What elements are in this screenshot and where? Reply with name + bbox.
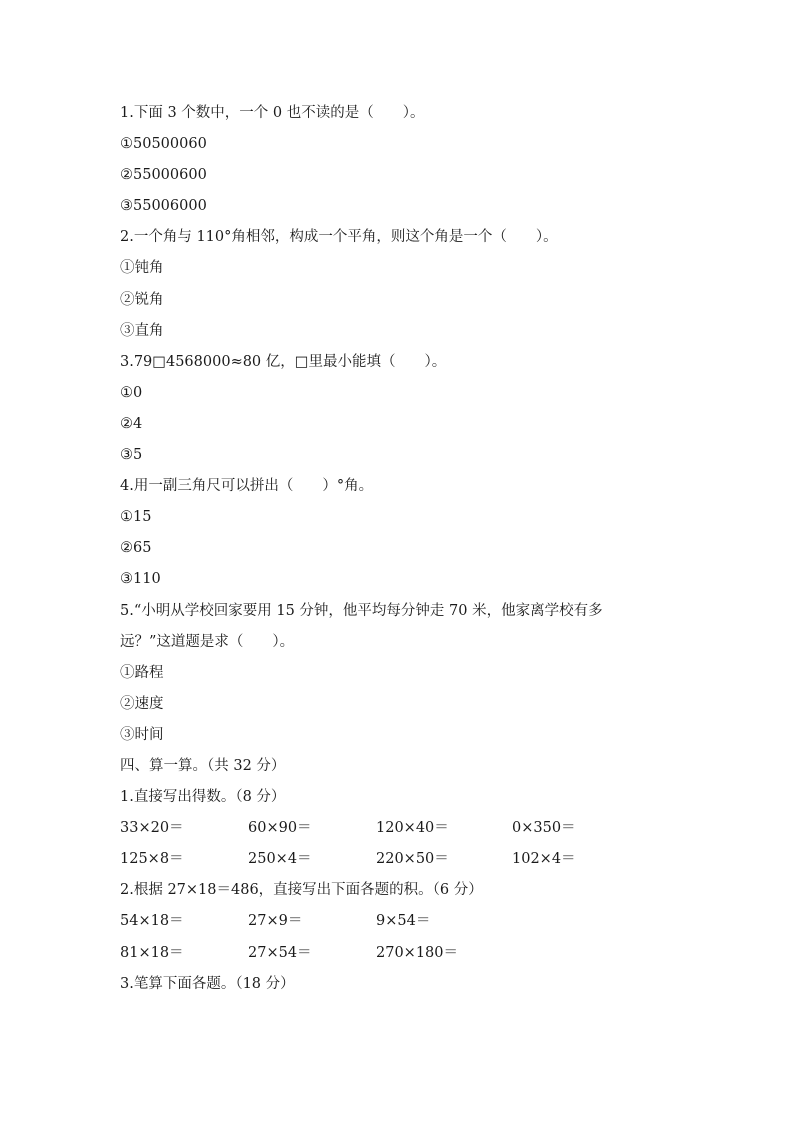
question-5-stem-line-2: 远？”这道题是求（ ）。 xyxy=(120,633,295,650)
part-2-cell: 54×18＝ xyxy=(120,913,184,930)
question-2-option-1: ①钝角 xyxy=(120,260,164,277)
question-1-option-1: ①50500060 xyxy=(120,136,207,153)
part-1-title: 1.直接写出得数。（8 分） xyxy=(120,789,286,806)
section-4-title: 四、算一算。（共 32 分） xyxy=(120,757,286,774)
part-2-cell: 9×54＝ xyxy=(376,913,431,930)
part-2-row-2 xyxy=(120,938,720,969)
part-1-cell: 220×50＝ xyxy=(376,851,449,868)
part-1-row-1 xyxy=(120,813,720,844)
part-1-cell: 60×90＝ xyxy=(248,820,312,837)
question-5-stem-line-1: 5.“小明从学校回家要用 15 分钟，他平均每分钟走 70 米，他家离学校有多 xyxy=(120,602,603,619)
part-1-cell: 125×8＝ xyxy=(120,851,184,868)
question-3-option-1: ①0 xyxy=(120,384,143,401)
question-5-option-2: ②速度 xyxy=(120,695,164,712)
question-2-option-2: ②锐角 xyxy=(120,291,164,308)
part-2-cell: 270×180＝ xyxy=(376,944,459,961)
question-4-option-3: ③110 xyxy=(120,571,161,588)
part-2-cell: 27×54＝ xyxy=(248,944,312,961)
part-2-row-1 xyxy=(120,906,720,937)
part-1-row-2 xyxy=(120,844,720,875)
part-1-cell: 33×20＝ xyxy=(120,820,184,837)
part-2-cell: 27×9＝ xyxy=(248,913,303,930)
question-4-option-2: ②65 xyxy=(120,540,152,557)
part-1-cell: 0×350＝ xyxy=(512,820,576,837)
question-4-option-1: ①15 xyxy=(120,509,152,526)
worksheet-page xyxy=(120,98,720,1000)
question-3-stem: 3.79□4568000≈80 亿，□里最小能填（ ）。 xyxy=(120,353,447,370)
question-1-stem: 1.下面 3 个数中，一个 0 也不读的是（ ）。 xyxy=(120,105,425,121)
question-1-option-3: ③55006000 xyxy=(120,198,207,215)
question-2-option-3: ③直角 xyxy=(120,322,164,339)
part-1-cell: 120×40＝ xyxy=(376,820,449,837)
part-2-title: 2.根据 27×18＝486，直接写出下面各题的积。（6 分） xyxy=(120,882,483,899)
question-3-option-2: ②4 xyxy=(120,415,143,432)
part-1-cell: 250×4＝ xyxy=(248,851,312,868)
part-3-title: 3.笔算下面各题。（18 分） xyxy=(120,975,295,992)
part-1-cell: 102×4＝ xyxy=(512,851,576,868)
question-5-option-3: ③时间 xyxy=(120,726,164,743)
question-1-option-2: ②55000600 xyxy=(120,167,207,184)
question-4-stem: 4.用一副三角尺可以拼出（ ）°角。 xyxy=(120,478,374,495)
question-3-option-3: ③5 xyxy=(120,447,143,464)
question-5-option-1: ①路程 xyxy=(120,664,164,681)
part-2-cell: 81×18＝ xyxy=(120,944,184,961)
question-2-stem: 2.一个角与 110°角相邻，构成一个平角，则这个角是一个（ ）。 xyxy=(120,229,558,246)
